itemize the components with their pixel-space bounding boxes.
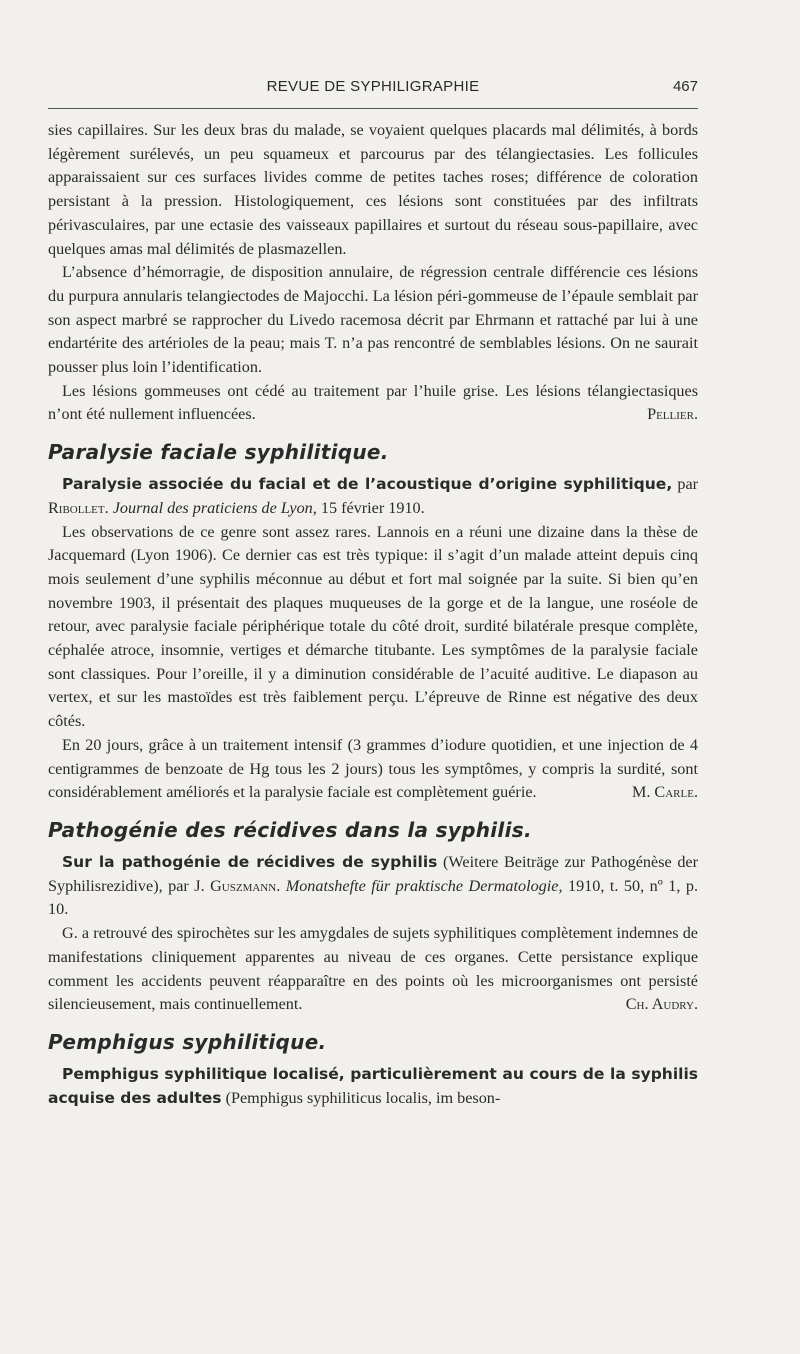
by-word: par J.: [168, 876, 205, 895]
author: Guszmann.: [210, 876, 281, 895]
page: [48, 78, 698, 1110]
author: Ribollet.: [48, 498, 109, 517]
section2-paragraph-1: [48, 922, 698, 1017]
journal: Monatshefte für praktische Dermatologie,: [285, 876, 563, 895]
section1-paragraph-1: Les observations de ce genre sont assez rares. Lannois en a réuni une dizaine dans la thèse de Jacquemard (Lyon 1906). Ce dernier cas est très typique: il s’agit d’un malade atteint depuis cinq mois seulement d’une syphilis méconnue au début et fort mal soignée par la suite. Si bien qu’en novembre 1903, il présentait des plaques muqueuses de la gorge et de la langue, une roséole de retour, avec paralysie faciale périphérique totale du côté droit, surdité bilatérale presque complète, céphalée atroce, insomnie, vertiges et démarche titubante. Les symptômes de la paralysie faciale sont classiques. Pour l’oreille, il y a diminution considérable de l’acuité auditive. Le diapason au vertex, et sur les mastoïdes est très faiblement perçu. L’épreuve de Rinne est négative des deux côtés.: [48, 522, 698, 731]
section1-paragraph-2-text: En 20 jours, grâce à un traitement intensif (3 grammes d’iodure quotidien, et une injection de 4 centigrammes de benzoate de Hg tous les 2 jours) tous les symptômes, y compris la surdité, sont considérablement améliorés et la paralysie faciale est complètement guérie.: [48, 735, 698, 802]
intro-paragraph-3: [48, 380, 698, 427]
page-number: 467: [672, 78, 698, 95]
intro-paragraph-3-text: Les lésions gommeuses ont cédé au traitement par l’huile grise. Les lésions télangiectasiques n’ont été nullement influencées.: [48, 381, 698, 424]
article-title: Sur la pathogénie de récidives de syphilis: [62, 852, 438, 871]
signature-carle: M. Carle.: [631, 783, 698, 802]
date: 15 février 1910.: [320, 498, 425, 517]
article-title: Paralysie associée du facial et de l’acoustique d’origine syphilitique,: [62, 475, 673, 494]
signature-audry: Ch. Audry.: [625, 995, 698, 1014]
section1-paragraph-2: [48, 734, 698, 805]
intro-paragraph-2: L’absence d’hémorragie, de disposition annulaire, de régression centrale différencie ces lésions du purpura annularis telangiectodes de Majocchi. La lésion péri-gommeuse de l’épaule semblait par son aspect marbré se rapprocher du Livedo racemosa décrit par Ehrmann et rattaché par lui à une endartérite des artérioles de la peau; mais T. n’a pas rencontré de semblables lésions. On ne saurait pousser plus loin l’identification.: [48, 263, 698, 377]
reference: 1910, t. 50, nº 1, p. 10.: [48, 876, 698, 919]
article-header-guszmann: [48, 851, 698, 922]
section-title-paralysie: Paralysie faciale syphilitique.: [48, 440, 389, 465]
section2-paragraph-1-text: G. a retrouvé des spirochètes sur les amygdales de sujets syphilitiques complètement indemnes de manifestations cliniquement apparentes au niveau de ces organes. Cette persistance explique comment les accidents peuvent réapparaître en des points où les microorganismes ont persisté silencieusement, mais continuellement.: [48, 924, 698, 1014]
article-header-ribollet: [48, 473, 698, 520]
header-rule: [48, 108, 698, 109]
article-title: Pemphigus syphilitique localisé, particulièrement au cours de la syphilis acquise des adultes: [48, 1064, 698, 1107]
journal: Journal des praticiens de Lyon,: [112, 498, 317, 517]
signature-pellier: Pellier.: [647, 405, 698, 424]
german-title: (Weitere Beiträge zur Pathogénèse der Syphilisrezidive),: [48, 852, 698, 895]
by-word: par: [677, 475, 699, 494]
article-tail: (Pemphigus syphiliticus localis, im beson-: [225, 1088, 501, 1107]
section-title-pemphigus: Pemphigus syphilitique.: [48, 1029, 327, 1054]
running-header: [48, 78, 698, 102]
intro-paragraph-1: sies capillaires. Sur les deux bras du malade, se voyaient quelques placards mal délimités, à bords légèrement surélevés, un peu squameux et parcourus par des télangiectasies. Les follicules apparaissaient sur ces surfaces livides comme de petites taches roses; différence de coloration persistant à la pression. Histologiquement, ces lésions sont constituées par des infiltrats périvasculaires, par une ectasie des vaisseaux papillaires et surtout du réseau sous-papillaire, avec quelques amas mal délimités de plasmazellen.: [48, 121, 698, 258]
article-header-pemphigus: [48, 1063, 698, 1110]
section-title-pathogenie: Pathogénie des récidives dans la syphilis.: [48, 817, 532, 842]
running-title: REVUE DE SYPHILIGRAPHIE: [266, 78, 480, 95]
